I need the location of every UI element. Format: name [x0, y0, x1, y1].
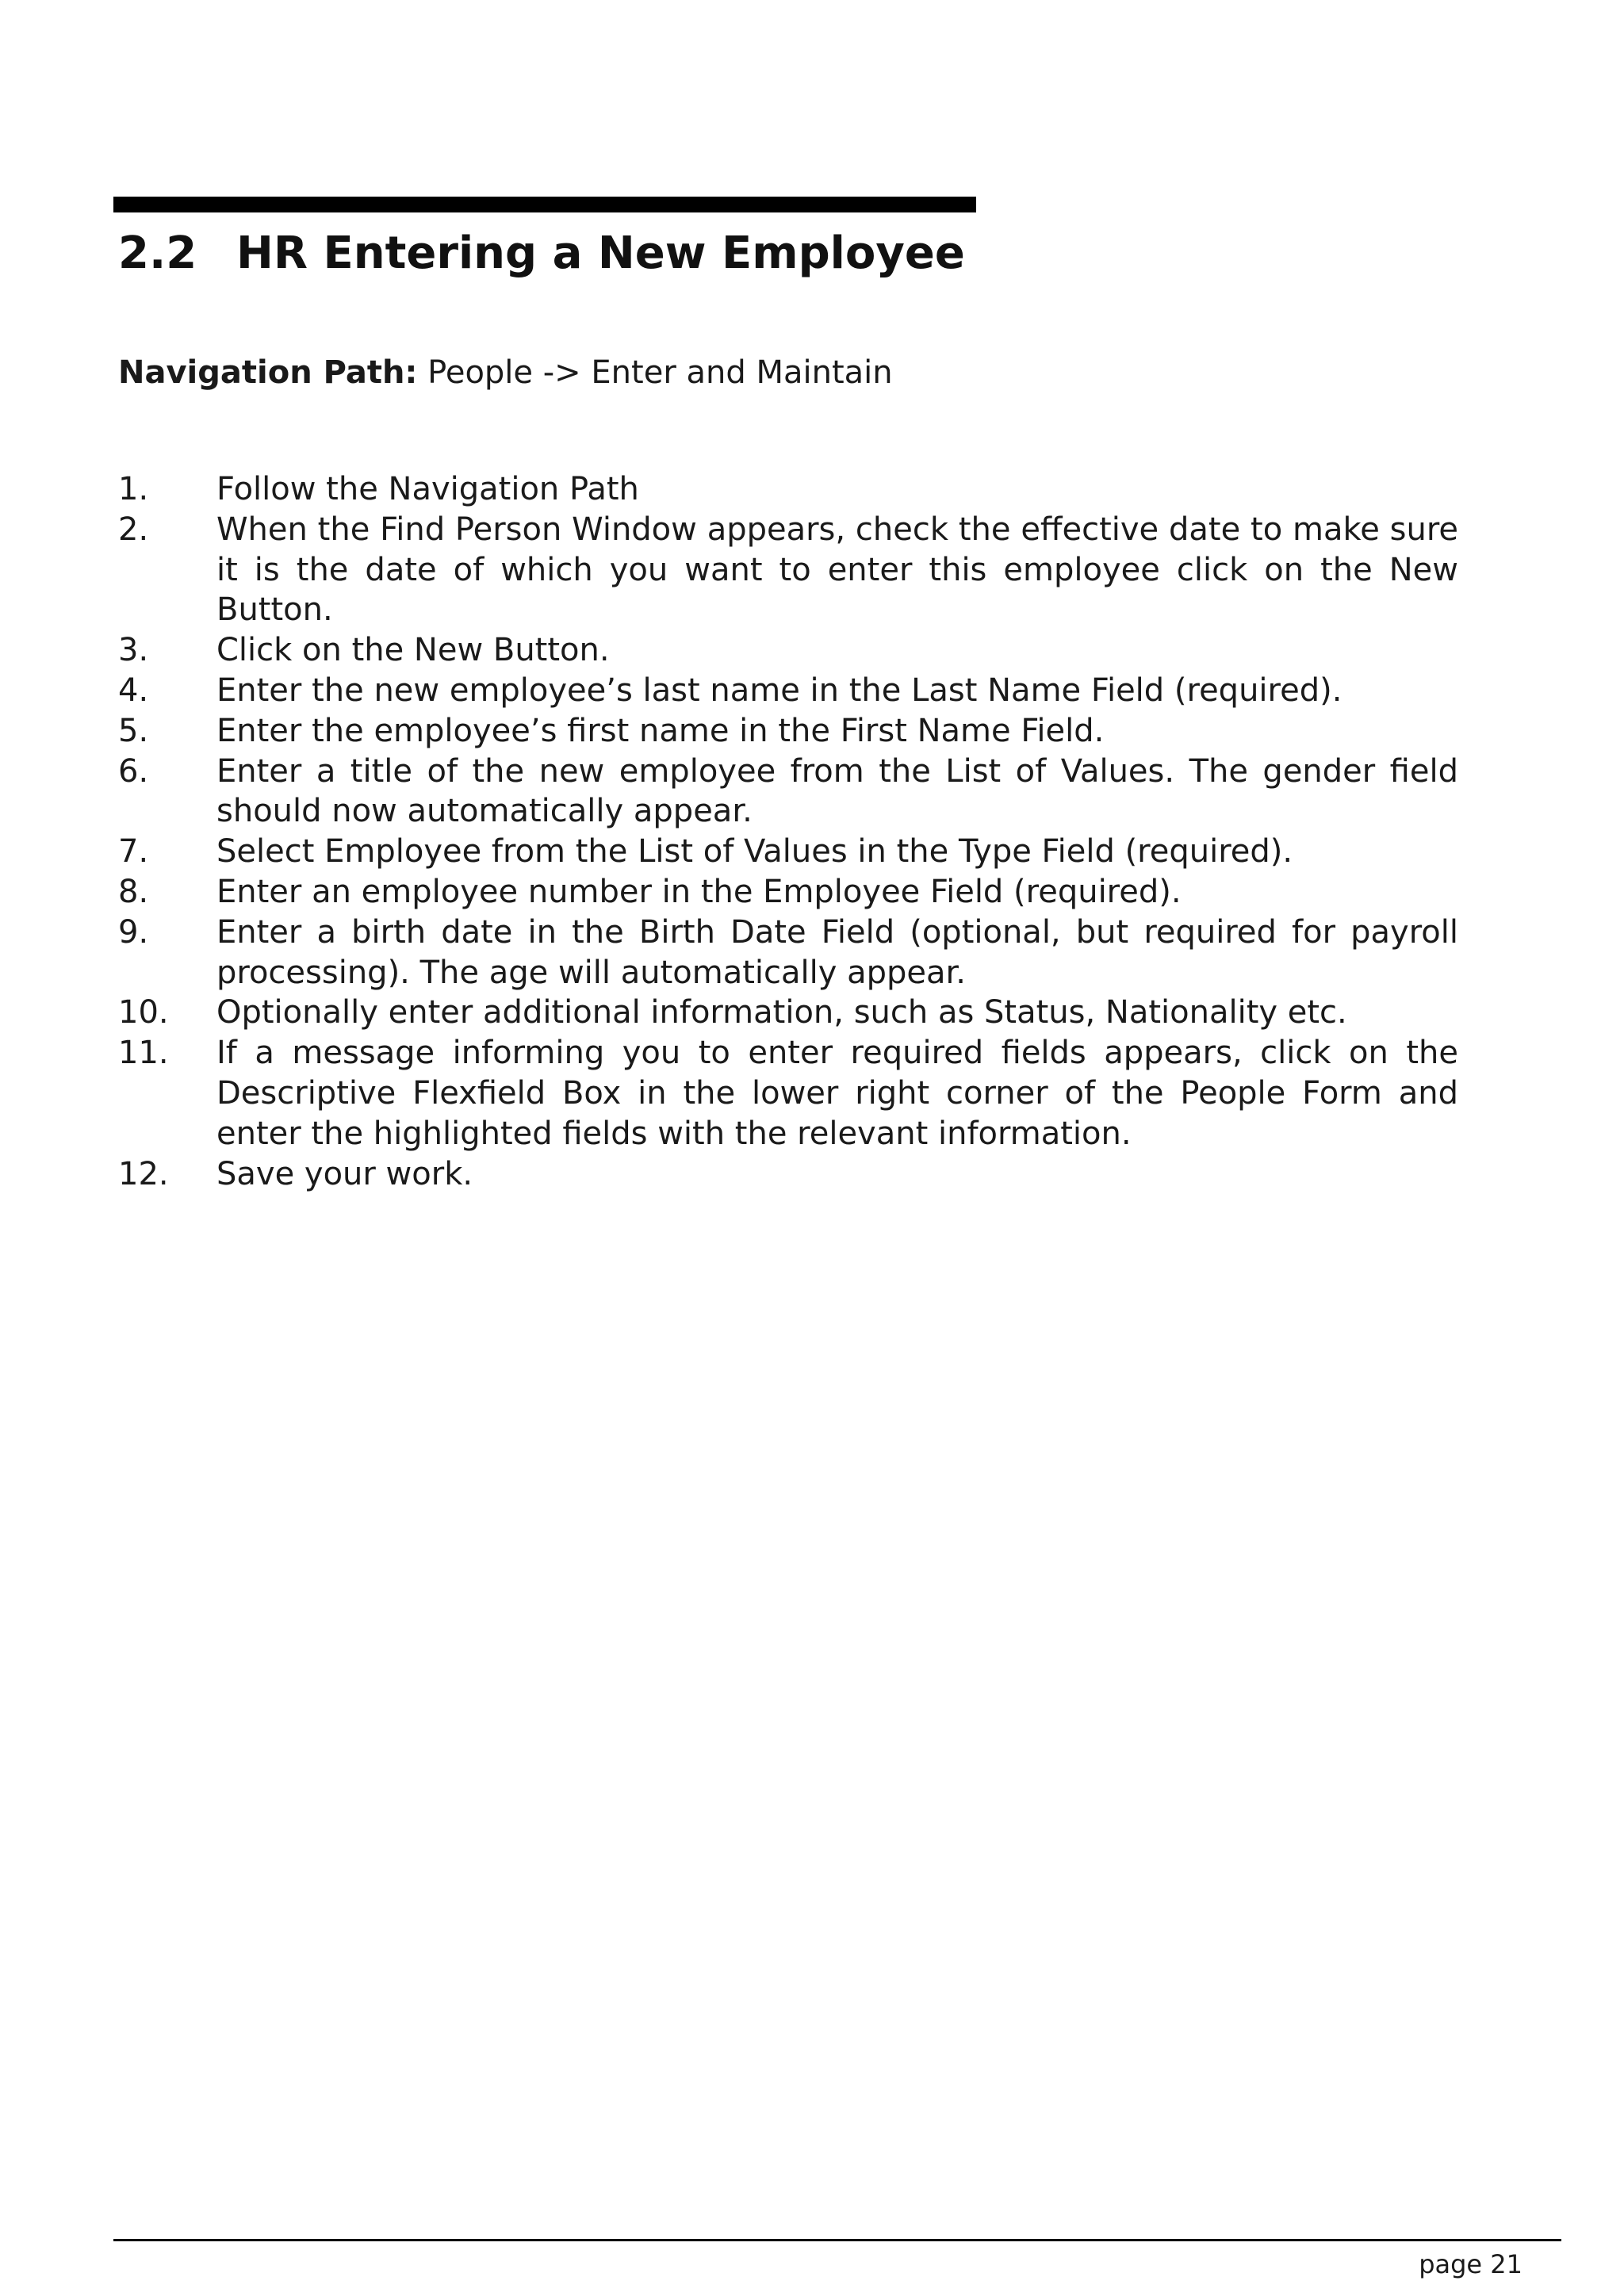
- step-number: 6.: [118, 752, 149, 790]
- step-number: 2.: [118, 511, 149, 548]
- step-text: Enter an employee number in the Employee Field (required).: [216, 873, 1182, 910]
- step-number: 5.: [118, 712, 149, 749]
- section-number: 2.2: [118, 228, 197, 279]
- footer-rule: [113, 2239, 1561, 2241]
- list-item: [118, 469, 1458, 510]
- step-text: Enter a title of the new employee from the List of Values. The gender field should now automatically appear.: [216, 752, 1458, 830]
- list-item: [118, 872, 1458, 913]
- navigation-path-value: People -> Enter and Maintain: [427, 354, 893, 391]
- step-text: Click on the New Button.: [216, 632, 610, 669]
- step-text: When the Find Person Window appears, check the effective date to make sure it is the date of which you want to enter this employee click on the New Button.: [216, 511, 1458, 629]
- section-top-rule: [113, 197, 976, 212]
- step-number: 7.: [118, 833, 149, 871]
- page-number: page 21: [1419, 2249, 1522, 2279]
- step-text: Enter a birth date in the Birth Date Field (optional, but required for payroll processing). The age will automatically appear.: [216, 913, 1458, 991]
- list-item: [118, 711, 1458, 752]
- step-number: 11.: [118, 1035, 169, 1072]
- list-item: [118, 913, 1458, 993]
- step-number: 4.: [118, 672, 149, 709]
- navigation-path: [118, 350, 893, 395]
- step-text: Follow the Navigation Path: [216, 471, 639, 507]
- steps-list: [118, 469, 1458, 1194]
- step-number: 10.: [118, 994, 169, 1031]
- list-item: [118, 1033, 1458, 1154]
- list-item: [118, 510, 1458, 630]
- list-item: [118, 993, 1458, 1033]
- step-text: Enter the employee’s first name in the First Name Field.: [216, 712, 1105, 749]
- step-number: 3.: [118, 632, 149, 669]
- step-number: 8.: [118, 873, 149, 910]
- step-text: Save your work.: [216, 1155, 473, 1192]
- step-number: 1.: [118, 471, 149, 507]
- list-item: [118, 1154, 1458, 1195]
- list-item: [118, 630, 1458, 671]
- step-text: If a message informing you to enter required fields appears, click on the Descriptive Flexfield Box in the lower right corner of the People Form and enter the highlighted fields with the relevant information.: [216, 1035, 1458, 1152]
- step-number: 12.: [118, 1155, 169, 1192]
- step-text: Enter the new employee’s last name in the Last Name Field (required).: [216, 672, 1342, 709]
- step-number: 9.: [118, 913, 149, 951]
- navigation-path-label: Navigation Path:: [118, 354, 418, 391]
- section-title: HR Entering a New Employee: [236, 228, 965, 279]
- list-item: [118, 752, 1458, 832]
- step-text: Optionally enter additional information, such as Status, Nationality etc.: [216, 994, 1347, 1031]
- step-text: Select Employee from the List of Values in the Type Field (required).: [216, 833, 1293, 871]
- list-item: [118, 832, 1458, 872]
- section-heading: [118, 225, 965, 282]
- list-item: [118, 671, 1458, 711]
